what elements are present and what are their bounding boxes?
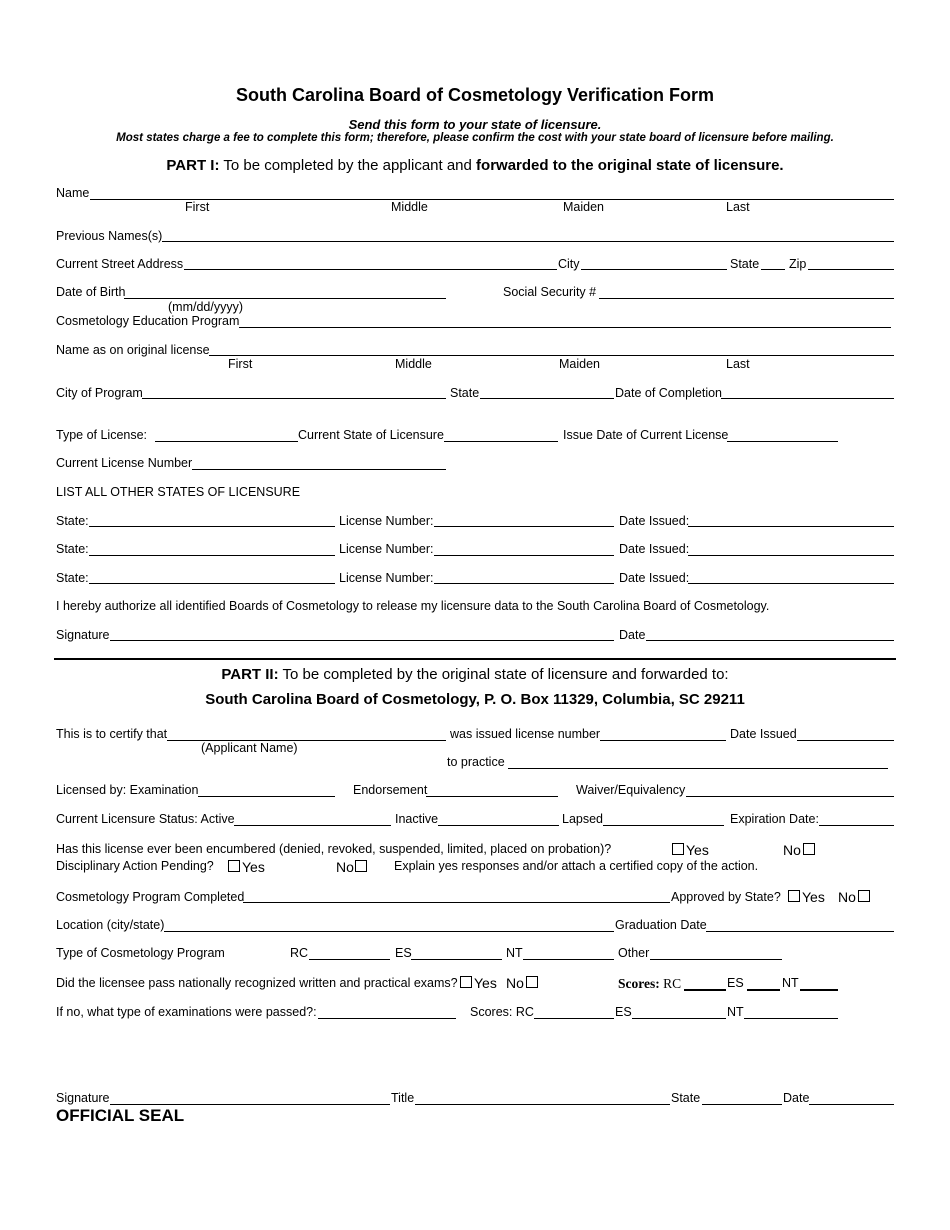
signature-label: Signature xyxy=(56,628,110,642)
form-title: South Carolina Board of Cosmetology Verification Form xyxy=(235,85,715,105)
pass-no-label: No xyxy=(506,975,524,991)
part2-address: South Carolina Board of Cosmetology, P. O. Box 11329, Columbia, SC 29211 xyxy=(205,691,745,708)
title-field[interactable] xyxy=(415,1104,670,1105)
program-other-field[interactable] xyxy=(650,959,782,960)
location-label: Location (city/state) xyxy=(56,918,165,932)
scores-rc-field[interactable] xyxy=(684,989,726,991)
waiver-label: Waiver/Equivalency xyxy=(576,783,686,797)
inactive-field[interactable] xyxy=(438,825,559,826)
issued-number-label: was issued license number xyxy=(450,727,601,741)
scores-nt-label: NT xyxy=(782,976,799,990)
type-license-field[interactable] xyxy=(155,441,298,442)
part2-label: PART II: xyxy=(221,666,279,683)
program-completed-label: Cosmetology Program Completed xyxy=(56,890,245,904)
official-state-field[interactable] xyxy=(702,1104,782,1105)
dob-format: (mm/dd/yyyy) xyxy=(168,300,243,314)
encumbered-no-checkbox[interactable] xyxy=(803,843,815,855)
if-no-question: If no, what type of examinations were passed?: xyxy=(56,1005,317,1019)
date-completion-field[interactable] xyxy=(721,398,894,399)
other-license-3-label: License Number: xyxy=(339,571,434,585)
program-state-field[interactable] xyxy=(480,398,614,399)
graduation-label: Graduation Date xyxy=(615,918,707,932)
other-state-3-label: State: xyxy=(56,571,89,585)
if-no-es-field[interactable] xyxy=(632,1018,726,1019)
other-license-2-field[interactable] xyxy=(434,555,614,556)
city-program-label: City of Program xyxy=(56,386,143,400)
maiden-caption: Maiden xyxy=(563,200,604,214)
if-no-rc-field[interactable] xyxy=(534,1018,614,1019)
official-state-label: State xyxy=(671,1091,701,1105)
signature-field[interactable] xyxy=(110,640,614,641)
orig-maiden-caption: Maiden xyxy=(559,357,600,371)
disciplinary-no-label: No xyxy=(336,859,354,875)
education-label: Cosmetology Education Program xyxy=(56,314,240,328)
fee-note: Most states charge a fee to complete this form; therefore, please confirm the cost with your state board of licensure before mailing. xyxy=(116,132,834,144)
if-no-nt-label: NT xyxy=(727,1005,744,1019)
program-nt-field[interactable] xyxy=(523,959,614,960)
scores-es-field[interactable] xyxy=(747,989,780,991)
other-state-2-label: State: xyxy=(56,542,89,556)
official-seal-label: OFFICIAL SEAL xyxy=(56,1106,185,1125)
name-label: Name xyxy=(56,186,90,200)
authorize-statement: I hereby authorize all identified Boards of Cosmetology to release my licensure data to the South Carolina Board of Cosmetology. xyxy=(56,599,770,613)
graduation-field[interactable] xyxy=(706,931,894,932)
issued-number-field[interactable] xyxy=(600,740,726,741)
orig-first-caption: First xyxy=(228,357,253,371)
disciplinary-no-checkbox[interactable] xyxy=(355,860,367,872)
part1-text-a: To be completed by the applicant and xyxy=(223,157,472,174)
form-subtitle: Send this form to your state of licensure. xyxy=(348,117,602,132)
pass-exams-question: Did the licensee pass nationally recognized written and practical exams? xyxy=(56,976,458,990)
part1-heading xyxy=(0,158,950,173)
other-date-3-field[interactable] xyxy=(688,583,894,584)
education-field[interactable] xyxy=(239,327,891,328)
approved-yes-checkbox[interactable] xyxy=(788,890,800,902)
disciplinary-yes-checkbox[interactable] xyxy=(228,860,240,872)
to-practice-label: to practice xyxy=(447,755,505,769)
signature-date-field[interactable] xyxy=(646,640,894,641)
dob-field[interactable] xyxy=(124,298,446,299)
approved-label: Approved by State? xyxy=(671,890,781,904)
official-date-field[interactable] xyxy=(809,1104,894,1105)
ssn-field[interactable] xyxy=(599,298,894,299)
previous-names-label: Previous Names(s) xyxy=(56,229,163,243)
lapsed-field[interactable] xyxy=(603,825,724,826)
last-caption: Last xyxy=(726,200,750,214)
state-label: State xyxy=(730,257,760,271)
street-label: Current Street Address xyxy=(56,257,184,271)
scores-es-label: ES xyxy=(727,976,744,990)
pass-no-checkbox[interactable] xyxy=(526,976,538,988)
pass-yes-checkbox[interactable] xyxy=(460,976,472,988)
first-caption: First xyxy=(185,200,210,214)
title-label: Title xyxy=(391,1091,415,1105)
part2-heading xyxy=(0,667,950,682)
type-license-label: Type of License: xyxy=(56,428,148,442)
issue-date-field[interactable] xyxy=(727,441,838,442)
part1-text-b: forwarded to the original state of licensure. xyxy=(476,157,784,174)
to-practice-field[interactable] xyxy=(508,768,888,769)
program-es-field[interactable] xyxy=(411,959,502,960)
official-signature-label: Signature xyxy=(56,1091,110,1105)
if-no-scores-rc-label: Scores: RC xyxy=(470,1005,534,1019)
expiration-field[interactable] xyxy=(819,825,894,826)
disciplinary-question: Disciplinary Action Pending? xyxy=(56,859,214,873)
scores-bold: Scores: xyxy=(618,976,660,991)
type-program-label: Type of Cosmetology Program xyxy=(56,946,225,960)
ssn-label: Social Security # xyxy=(503,285,597,299)
pass-yes-label: Yes xyxy=(474,975,497,991)
current-state-label: Current State of Licensure xyxy=(298,428,444,442)
state-field[interactable] xyxy=(761,269,785,270)
scores-label xyxy=(618,977,681,991)
encumbered-no-label: No xyxy=(783,842,801,858)
explain-note: Explain yes responses and/or attach a certified copy of the action. xyxy=(394,859,759,873)
city-label: City xyxy=(558,257,580,271)
part1-label: PART I: xyxy=(166,157,220,174)
program-es-label: ES xyxy=(395,946,412,960)
orig-name-label: Name as on original license xyxy=(56,343,210,357)
section-divider xyxy=(54,658,896,660)
city-program-field[interactable] xyxy=(142,398,446,399)
other-date-2-field[interactable] xyxy=(688,555,894,556)
name-field[interactable] xyxy=(90,199,894,200)
if-no-nt-field[interactable] xyxy=(744,1018,838,1019)
dob-label: Date of Birth xyxy=(56,285,126,299)
inactive-label: Inactive xyxy=(395,812,439,826)
previous-names-field[interactable] xyxy=(162,241,894,242)
orig-name-field[interactable] xyxy=(209,355,894,356)
other-license-1-label: License Number: xyxy=(339,514,434,528)
official-signature-field[interactable] xyxy=(110,1104,390,1105)
scores-rc-label: RC xyxy=(663,976,682,991)
location-field[interactable] xyxy=(164,931,614,932)
encumbered-question: Has this license ever been encumbered (denied, revoked, suspended, limited, placed on probation)? xyxy=(56,842,612,856)
approved-yes-label: Yes xyxy=(802,889,825,905)
endorsement-field[interactable] xyxy=(426,796,558,797)
license-number-label: Current License Number xyxy=(56,456,193,470)
other-date-3-label: Date Issued: xyxy=(619,571,690,585)
if-no-field[interactable] xyxy=(318,1018,456,1019)
city-field[interactable] xyxy=(581,269,727,270)
program-nt-label: NT xyxy=(506,946,523,960)
official-date-label: Date xyxy=(783,1091,810,1105)
program-rc-field[interactable] xyxy=(309,959,390,960)
waiver-field[interactable] xyxy=(686,796,894,797)
applicant-name-caption: (Applicant Name) xyxy=(201,741,298,755)
scores-nt-field[interactable] xyxy=(800,989,838,991)
program-state-label: State xyxy=(450,386,480,400)
other-license-2-label: License Number: xyxy=(339,542,434,556)
other-license-1-field[interactable] xyxy=(434,526,614,527)
encumbered-yes-label: Yes xyxy=(686,842,709,858)
other-date-1-label: Date Issued: xyxy=(619,514,690,528)
other-state-3-field[interactable] xyxy=(89,583,335,584)
other-state-2-field[interactable] xyxy=(89,555,335,556)
other-license-3-field[interactable] xyxy=(434,583,614,584)
street-field[interactable] xyxy=(184,269,557,270)
orig-last-caption: Last xyxy=(726,357,750,371)
current-state-field[interactable] xyxy=(444,441,558,442)
date-issued-field[interactable] xyxy=(797,740,894,741)
other-date-1-field[interactable] xyxy=(688,526,894,527)
certify-label: This is to certify that xyxy=(56,727,168,741)
expiration-label: Expiration Date: xyxy=(730,812,819,826)
date-issued-label: Date Issued xyxy=(730,727,797,741)
middle-caption: Middle xyxy=(391,200,428,214)
status-label: Current Licensure Status: Active xyxy=(56,812,235,826)
zip-field[interactable] xyxy=(808,269,894,270)
approved-no-label: No xyxy=(838,889,856,905)
part2-text: To be completed by the original state of licensure and forwarded to: xyxy=(282,666,729,683)
licensed-by-label: Licensed by: Examination xyxy=(56,783,199,797)
examination-field[interactable] xyxy=(198,796,335,797)
encumbered-yes-checkbox[interactable] xyxy=(672,843,684,855)
license-number-field[interactable] xyxy=(192,469,446,470)
program-rc-label: RC xyxy=(290,946,309,960)
endorsement-label: Endorsement xyxy=(353,783,428,797)
issue-date-label: Issue Date of Current License xyxy=(563,428,729,442)
approved-no-checkbox[interactable] xyxy=(858,890,870,902)
other-state-1-label: State: xyxy=(56,514,89,528)
date-completion-label: Date of Completion xyxy=(615,386,723,400)
program-other-label: Other xyxy=(618,946,650,960)
orig-middle-caption: Middle xyxy=(395,357,432,371)
lapsed-label: Lapsed xyxy=(562,812,604,826)
disciplinary-yes-label: Yes xyxy=(242,859,265,875)
other-date-2-label: Date Issued: xyxy=(619,542,690,556)
list-states-heading: LIST ALL OTHER STATES OF LICENSURE xyxy=(56,485,301,499)
active-field[interactable] xyxy=(234,825,391,826)
if-no-es-label: ES xyxy=(615,1005,632,1019)
program-completed-field[interactable] xyxy=(243,902,670,903)
signature-date-label: Date xyxy=(619,628,646,642)
zip-label: Zip xyxy=(789,257,807,271)
other-state-1-field[interactable] xyxy=(89,526,335,527)
